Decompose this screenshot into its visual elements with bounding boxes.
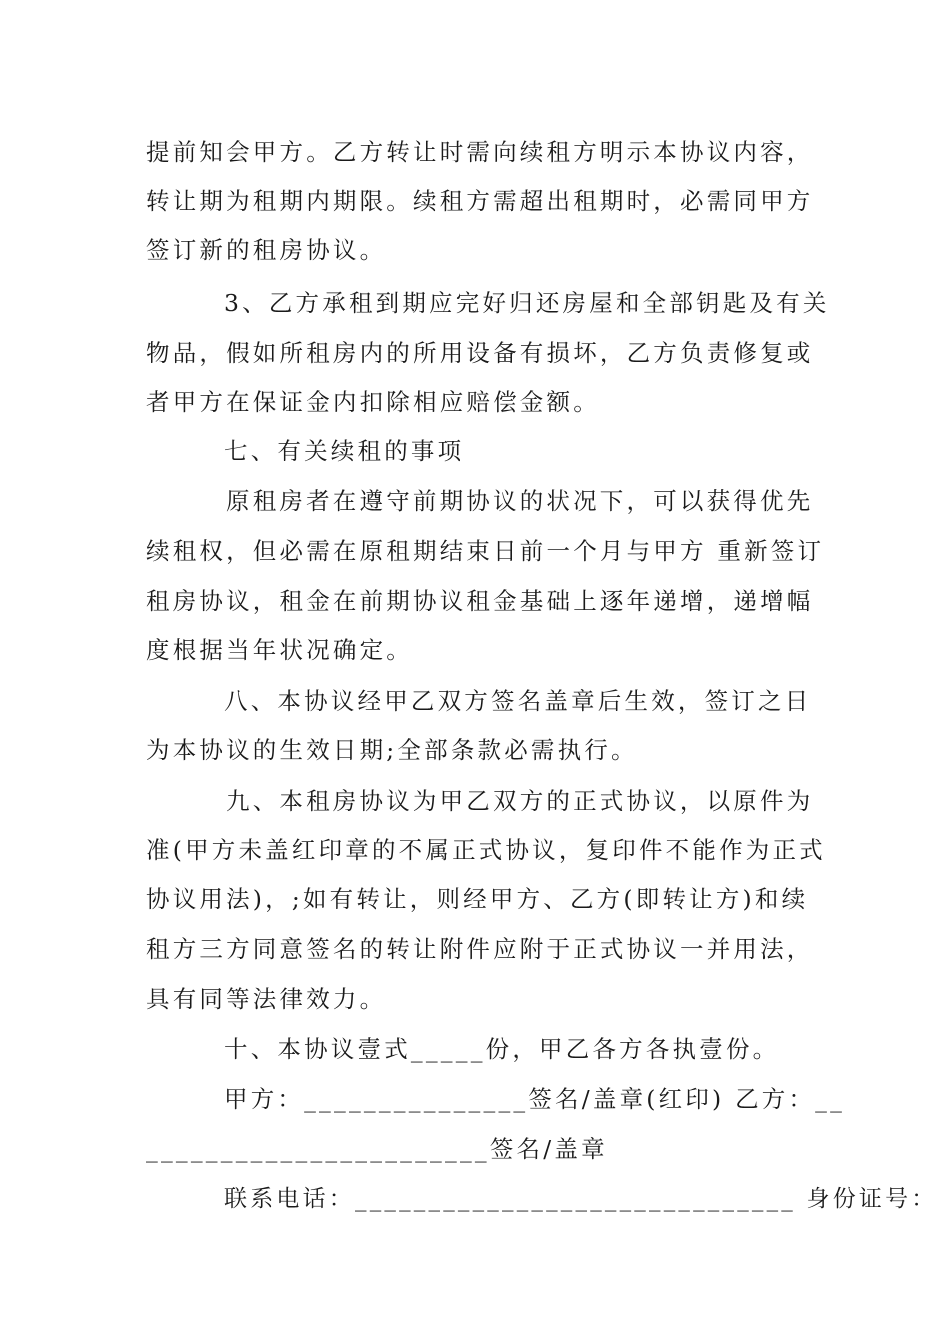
section-heading-9: 九、本租房协议为甲乙双方的正式协议，以原件为	[226, 787, 814, 815]
text-line: 签订新的租房协议。	[146, 236, 387, 264]
text-line: 具有同等法律效力。	[146, 985, 387, 1013]
text-line: 租方三方同意签名的转让附件应附于正式协议一并用法，	[146, 935, 814, 963]
section-heading-7: 七、有关续租的事项	[224, 437, 465, 465]
section-heading-8: 八、本协议经甲乙双方签名盖章后生效，签订之日	[224, 687, 812, 715]
text-line: 协议用法)，;如有转让，则经甲方、乙方(即转让方)和续	[146, 885, 809, 913]
party-b-signature-line: _______________________签名/盖章	[146, 1135, 608, 1163]
contact-phone-line: 联系电话：______________________________ 身份证号：	[224, 1186, 938, 1212]
text-line: 续租权，但必需在原租期结束日前一个月与甲方 重新签订	[146, 537, 825, 565]
text-line: 物品，假如所租房内的所用设备有损坏，乙方负责修复或	[146, 339, 814, 367]
text-line: 原租房者在遵守前期协议的状况下，可以获得优先	[226, 487, 814, 515]
text-line: 度根据当年状况确定。	[146, 636, 413, 664]
party-a-signature-line: 甲方：_______________签名/盖章(红印) 乙方：__	[224, 1085, 846, 1113]
section-heading-10: 十、本协议壹式_____份，甲乙各方各执壹份。	[224, 1035, 780, 1063]
text-line: 为本协议的生效日期;全部条款必需执行。	[146, 736, 638, 764]
text-line: 者甲方在保证金内扣除相应赔偿金额。	[146, 388, 600, 416]
text-line: 转让期为租期内期限。续租方需超出租期时，必需同甲方	[146, 187, 814, 215]
text-line: 提前知会甲方。乙方转让时需向续租方明示本协议内容，	[146, 138, 814, 166]
text-line: 准(甲方未盖红印章的不属正式协议，复印件不能作为正式	[146, 836, 826, 864]
text-line: 租房协议，租金在前期协议租金基础上逐年递增，递增幅	[146, 587, 814, 615]
clause-3: 3、乙方承租到期应完好归还房屋和全部钥匙及有关	[224, 289, 830, 317]
